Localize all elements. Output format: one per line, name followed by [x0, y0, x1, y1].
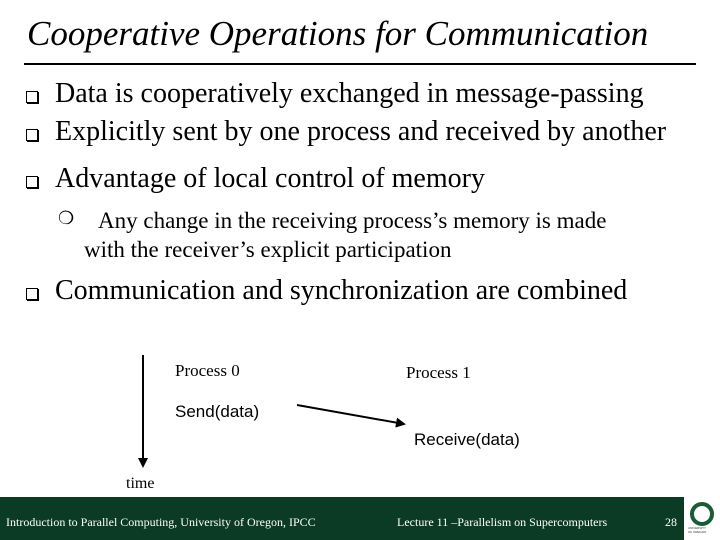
bullet-2: Explicitly sent by one process and received by another — [55, 116, 667, 147]
page-number: 28 — [665, 515, 677, 529]
logo-text: UNIVERSITY OF OREGON — [688, 526, 707, 534]
send-label: Send(data) — [175, 402, 260, 421]
footer-course: Introduction to Parallel Computing, University of Oregon, IPCC — [6, 515, 316, 529]
bullet-4: Communication and synchronization are combined — [55, 275, 628, 306]
o-logo-icon — [690, 502, 714, 526]
hollow-circle-bullet-icon: ❍ — [58, 208, 75, 228]
footer-bar — [0, 497, 720, 540]
process-0-label: Process 0 — [175, 361, 240, 380]
receive-label: Receive(data) — [414, 430, 520, 449]
slide-title: Cooperative Operations for Communication — [27, 14, 649, 53]
footer-lecture: Lecture 11 –Parallelism on Supercomputers — [397, 515, 608, 529]
sub-bullet-line-2: with the receiver’s explicit participation — [84, 237, 452, 262]
bullet-3: Advantage of local control of memory — [55, 163, 485, 194]
bullet-1: Data is cooperatively exchanged in message-passing — [55, 78, 644, 109]
time-label: time — [126, 475, 155, 492]
sub-bullet-line-1: Any change in the receiving process’s memory is made — [98, 208, 607, 233]
process-1-label: Process 1 — [406, 363, 471, 382]
university-logo — [684, 497, 720, 540]
message-arrow — [297, 405, 404, 424]
